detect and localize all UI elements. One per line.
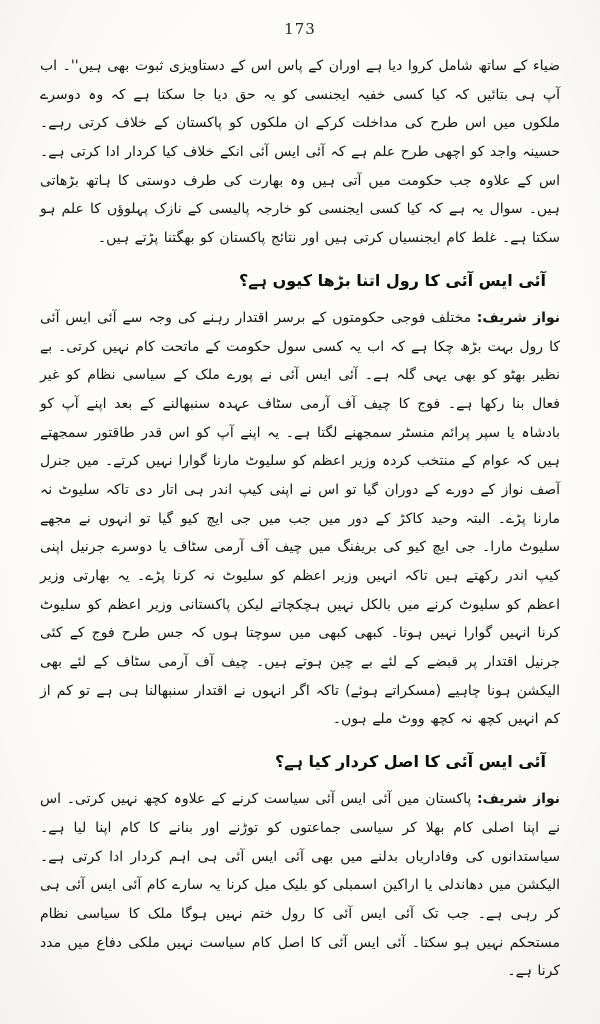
speaker-name: نواز شریف: [476,791,561,808]
answer-text-1: مختلف فوجی حکومتوں کے برسر اقتدار رہنے کی وجہ سے آئی ایس آئی کا رول بہت بڑھ چکا ہے کہ اب یہ کسی سول حکومت کے ماتحت کام نہیں کرتی۔ بے نظیر بھٹو کو بھی یہی گلہ ہے۔ آئی ایس آئی نے پورے ملک کے سیاسی نظام کو غیر فعال بنا رکھا ہے۔ فوج کا چیف آف آرمی سٹاف عہدہ سنبھالنے کے بعد اپنے آپ کو بادشاہ یا سپر پرائم منسٹر سمجھنے لگتا ہے۔ یہ اپنے آپ کو اس قدر طاقتور سمجھتے ہیں کہ عوام کے منتخب کردہ وزیر اعظم کو سلیوٹ مارنا گوارا نہیں کرتے۔ میں جنرل آصف نواز کے دورے کے دوران گیا تو اس نے اپنی کیپ اندر ہی اتار دی تاکہ سلیوٹ نہ مارنا پڑے۔ البتہ وحید کاکڑ کے دور میں جب میں جی ایچ کیو گیا تو انہوں نے مجھے سلیوٹ مارا۔ جی ایچ کیو کی بریفنگ میں چیف آف آرمی سٹاف یا دوسرے جرنیل اپنی کیپ اندر رکھتے ہیں تاکہ انہیں وزیر اعظم کو سلیوٹ نہ کرنا پڑے۔ یہ بھارتی وزیر اعظم کو سلیوٹ کرنے میں بالکل نہیں ہچکچاتے لیکن پاکستانی وزیر اعظم کو سلیوٹ کرنا انہیں گوارا نہیں ہوتا۔ کبھی کبھی میں سوچتا ہوں کہ جس طرح فوج کے کئی جرنیل اقتدار پر قبضے کے لئے بے چین ہوتے ہیں۔ چیف آف آرمی سٹاف کے لئے بھی الیکشن ہونا چاہیے (مسکراتے ہوئے) تاکہ اگر انہوں نے اقتدار سنبھالنا ہی ہے تو کم از کم انہیں کچھ نہ کچھ ووٹ ملے ہوں۔ [40,309,560,728]
answer-paragraph-2 [40,785,560,986]
page-body [40,52,560,986]
answer-text-2: پاکستان میں آئی ایس آئی سیاست کرنے کے علاوہ کچھ نہیں کرتی۔ اس نے اپنا اصلی کام بھلا کر سیاسی جماعتوں کو توڑنے اور بنانے کا کام اپنا لیا ہے۔ سیاستدانوں کی وفاداریاں بدلنے میں بھی آئی ایس آئی ہی اہم کردار ادا کرتی ہے۔ الیکشن میں دھاندلی یا اراکین اسمبلی کو بلیک میل کرنا یہ سارے کام آئی ایس آئی ہی کر رہی ہے۔ جب تک آئی ایس آئی کا رول ختم نہیں ہوگا ملک کا سیاسی نظام مستحکم نہیں ہو سکتا۔ آئی ایس آئی کا اصل کام سیاست نہیں ملکی دفاع میں مدد کرنا ہے۔ [40,791,560,980]
page-number: 173 [284,20,316,38]
question-heading-2: آئی ایس آئی کا اصل کردار کیا ہے؟ [274,752,546,772]
speaker-name: نواز شریف: [476,309,561,326]
answer-paragraph-1 [40,304,560,734]
question-heading-1: آئی ایس آئی کا رول اتنا بڑھا کیوں ہے؟ [238,270,546,290]
intro-paragraph: ضیاء کے ساتھ شامل کروا دیا ہے اوران کے پاس اس کے دستاویزی ثبوت بھی ہیں''۔ اب آپ ہی بتائیں کہ کیا کسی خفیہ ایجنسی کو یہ حق دیا جا سکتا ہے کہ وہ دوسرے ملکوں میں اس طرح کی مداخلت کرکے ان ملکوں کو پاکستان کے خلاف کرتی رہے۔ حسینہ واجد کو اچھی طرح علم ہے کہ آئی ایس آئی انکے خلاف کیا کردار ادا کرتی ہے۔ اس کے علاوہ جب حکومت میں آتی ہیں وہ بھارت کی طرف دوستی کا ہاتھ بڑھاتی ہیں۔ سوال یہ ہے کہ کیا کسی ایجنسی کو خارجہ پالیسی کے نازک پہلوؤں کا علم ہو سکتا ہے۔ غلط کام ایجنسیاں کرتی ہیں اور نتائج پاکستان کو بھگتنا پڑتے ہیں۔ [40,58,560,247]
